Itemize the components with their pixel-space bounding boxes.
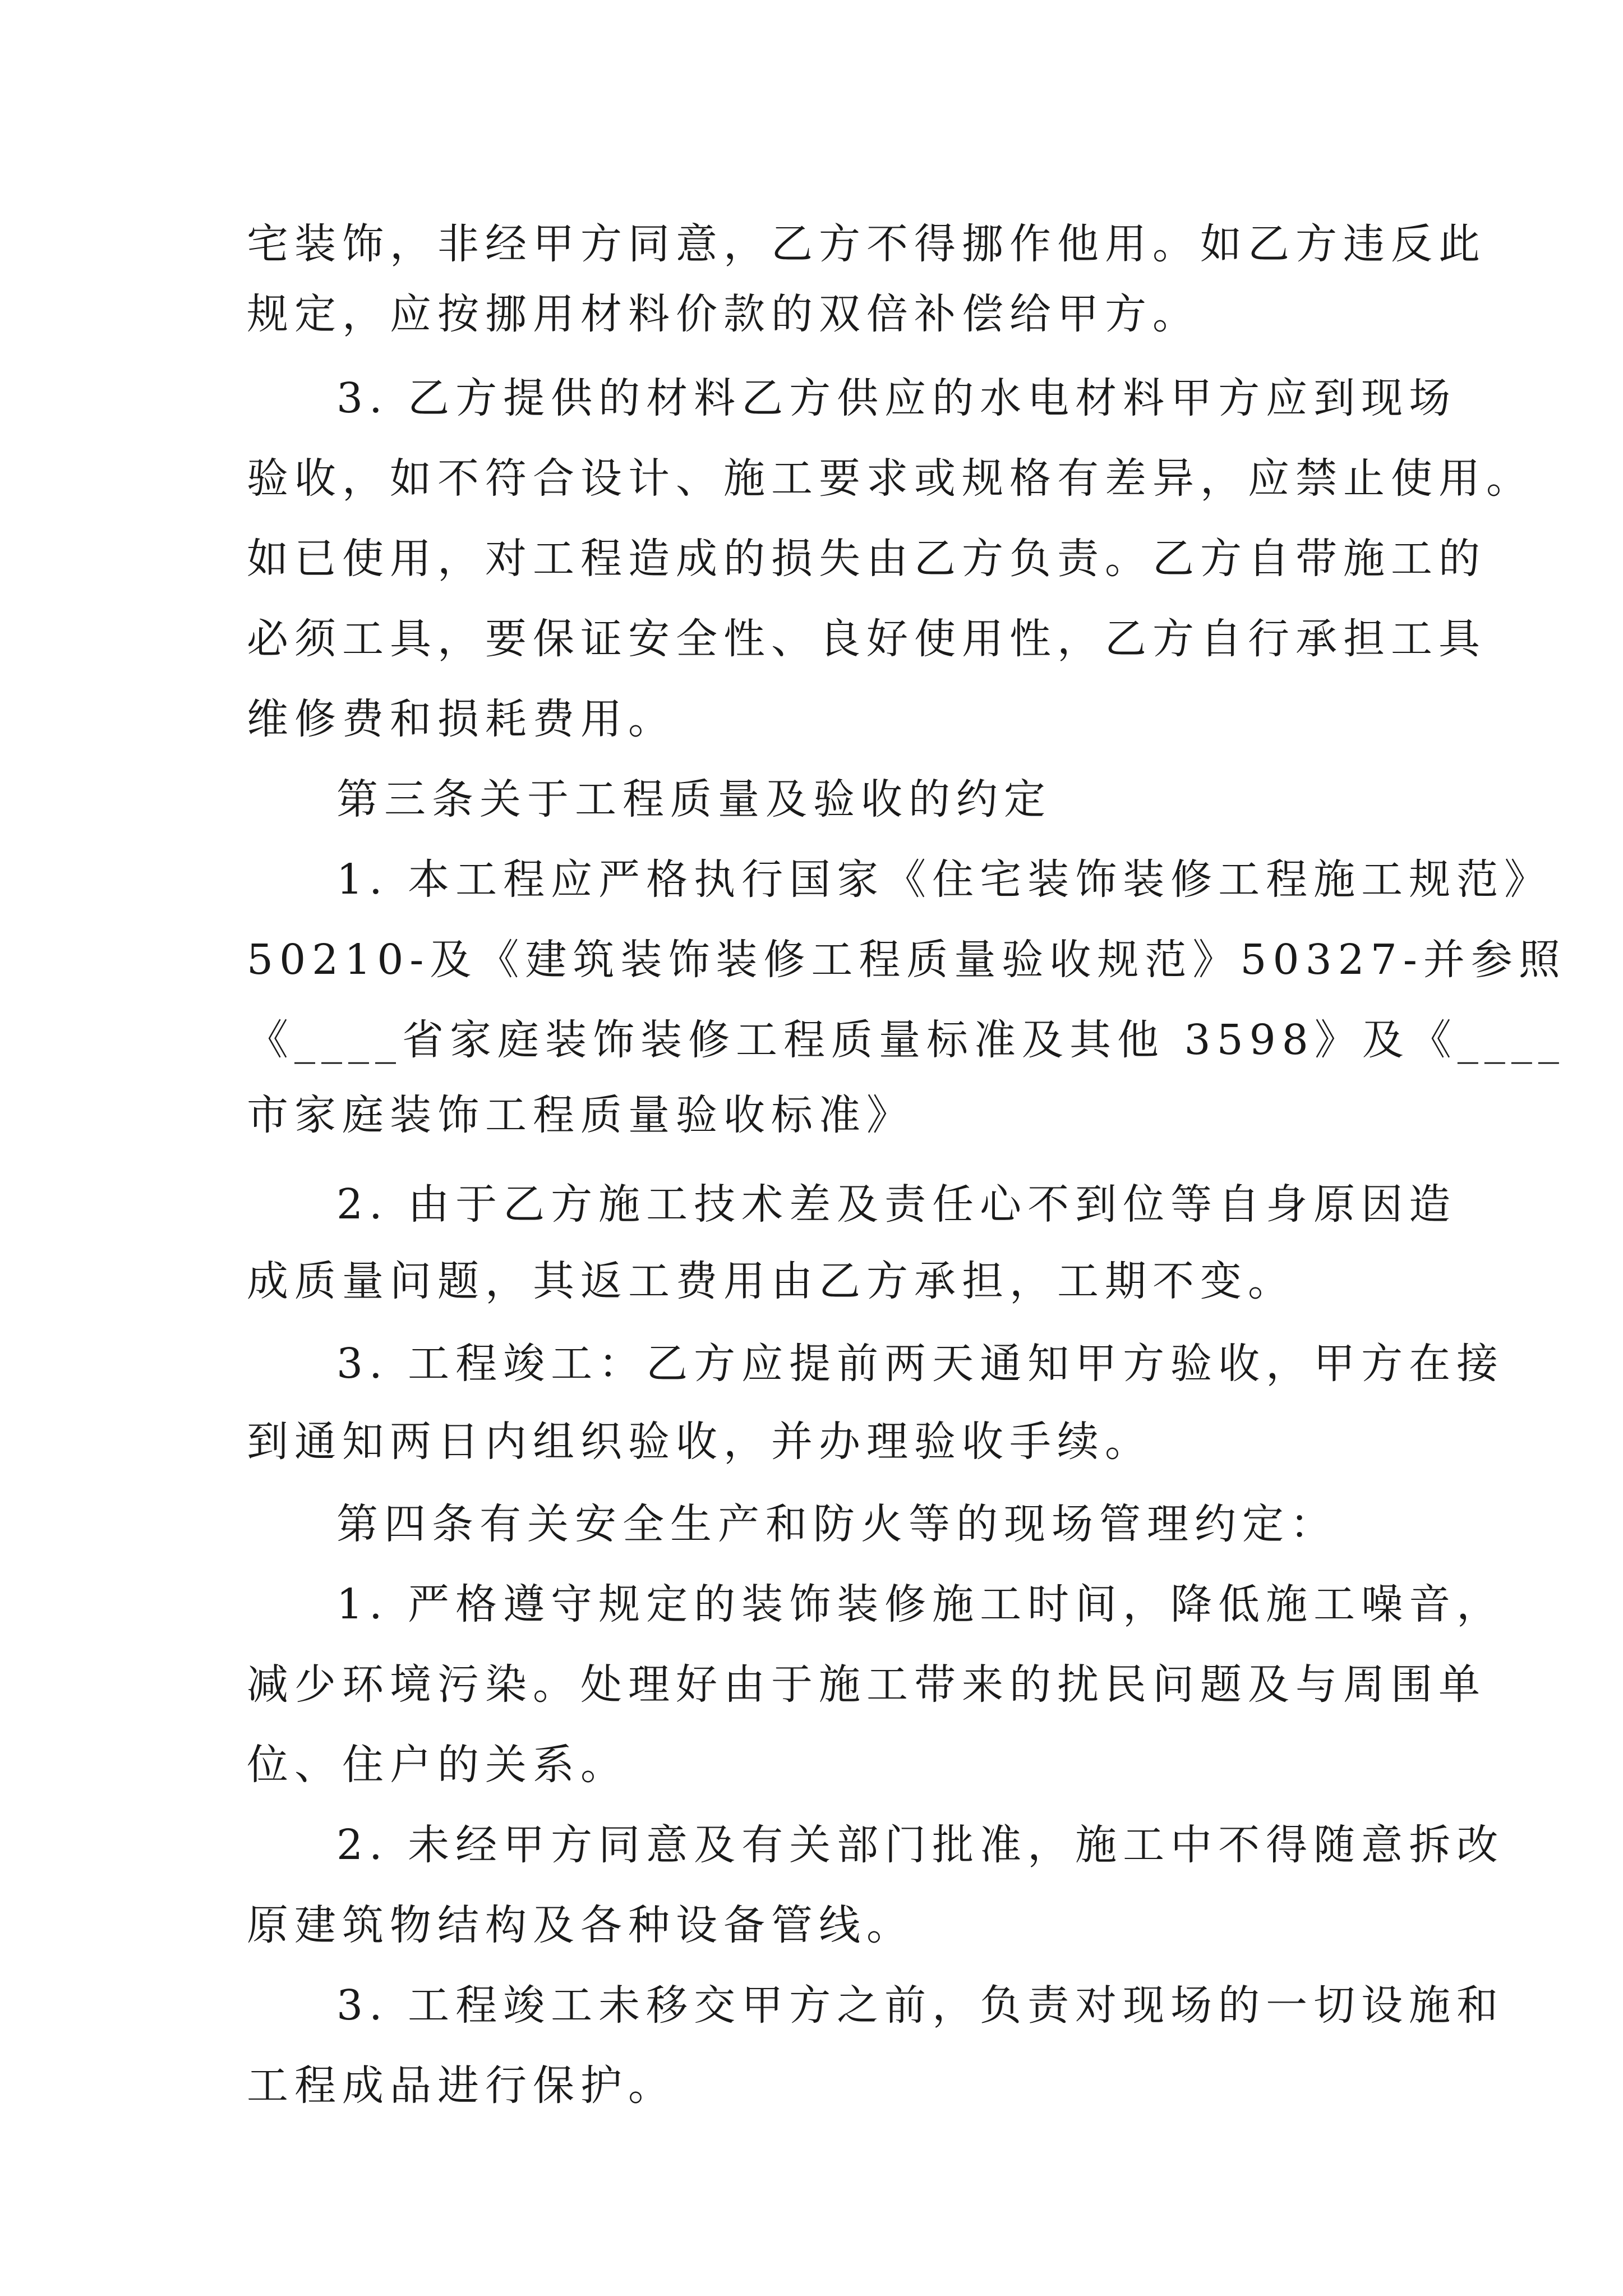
text-line: 3. 工程竣工未移交甲方之前，负责对现场的一切设施和	[336, 1981, 1505, 2030]
text-line: 1. 严格遵守规定的装饰装修施工时间，降低施工噪音，	[336, 1580, 1505, 1628]
text-line: 维修费和损耗费用。	[247, 695, 676, 743]
text-line: 2. 由于乙方施工技术差及责任心不到位等自身原因造	[336, 1180, 1457, 1228]
section-heading: 第四条有关安全生产和防火等的现场管理约定：	[336, 1500, 1338, 1548]
text-line: 减少环境污染。处理好由于施工带来的扰民问题及与周围单	[247, 1660, 1486, 1709]
text-line: 3. 乙方提供的材料乙方供应的水电材料甲方应到现场	[336, 374, 1457, 422]
text-line: 原建筑物结构及各种设备管线。	[247, 1901, 914, 1949]
text-line: 宅装饰，非经甲方同意，乙方不得挪作他用。如乙方违反此	[247, 220, 1486, 268]
text-line: 1. 本工程应严格执行国家《住宅装饰装修工程施工规范》	[336, 855, 1552, 904]
text-line: 3. 工程竣工：乙方应提前两天通知甲方验收，甲方在接	[336, 1340, 1505, 1388]
text-line: 验收，如不符合设计、施工要求或规格有差异，应禁止使用。	[247, 454, 1534, 503]
text-line: 必须工具，要保证安全性、良好使用性，乙方自行承担工具	[247, 615, 1486, 663]
section-heading: 第三条关于工程质量及验收的约定	[336, 775, 1052, 823]
text-line: 市家庭装饰工程质量验收标准》	[247, 1091, 914, 1139]
text-line: 《____省家庭装饰装修工程质量标准及其他 3598》及《____	[247, 1016, 1565, 1064]
text-line: 成质量问题，其返工费用由乙方承担，工期不变。	[247, 1257, 1295, 1305]
text-line: 工程成品进行保护。	[247, 2062, 676, 2110]
text-line: 位、住户的关系。	[247, 1741, 628, 1789]
text-line: 到通知两日内组织验收，并办理验收手续。	[247, 1418, 1152, 1466]
text-line: 规定，应按挪用材料价款的双倍补偿给甲方。	[247, 290, 1200, 338]
text-line: 50210-及《建筑装饰装修工程质量验收规范》50327-并参照	[247, 936, 1566, 984]
text-line: 如已使用，对工程造成的损失由乙方负责。乙方自带施工的	[247, 535, 1486, 583]
text-line: 2. 未经甲方同意及有关部门批准，施工中不得随意拆改	[336, 1821, 1505, 1869]
